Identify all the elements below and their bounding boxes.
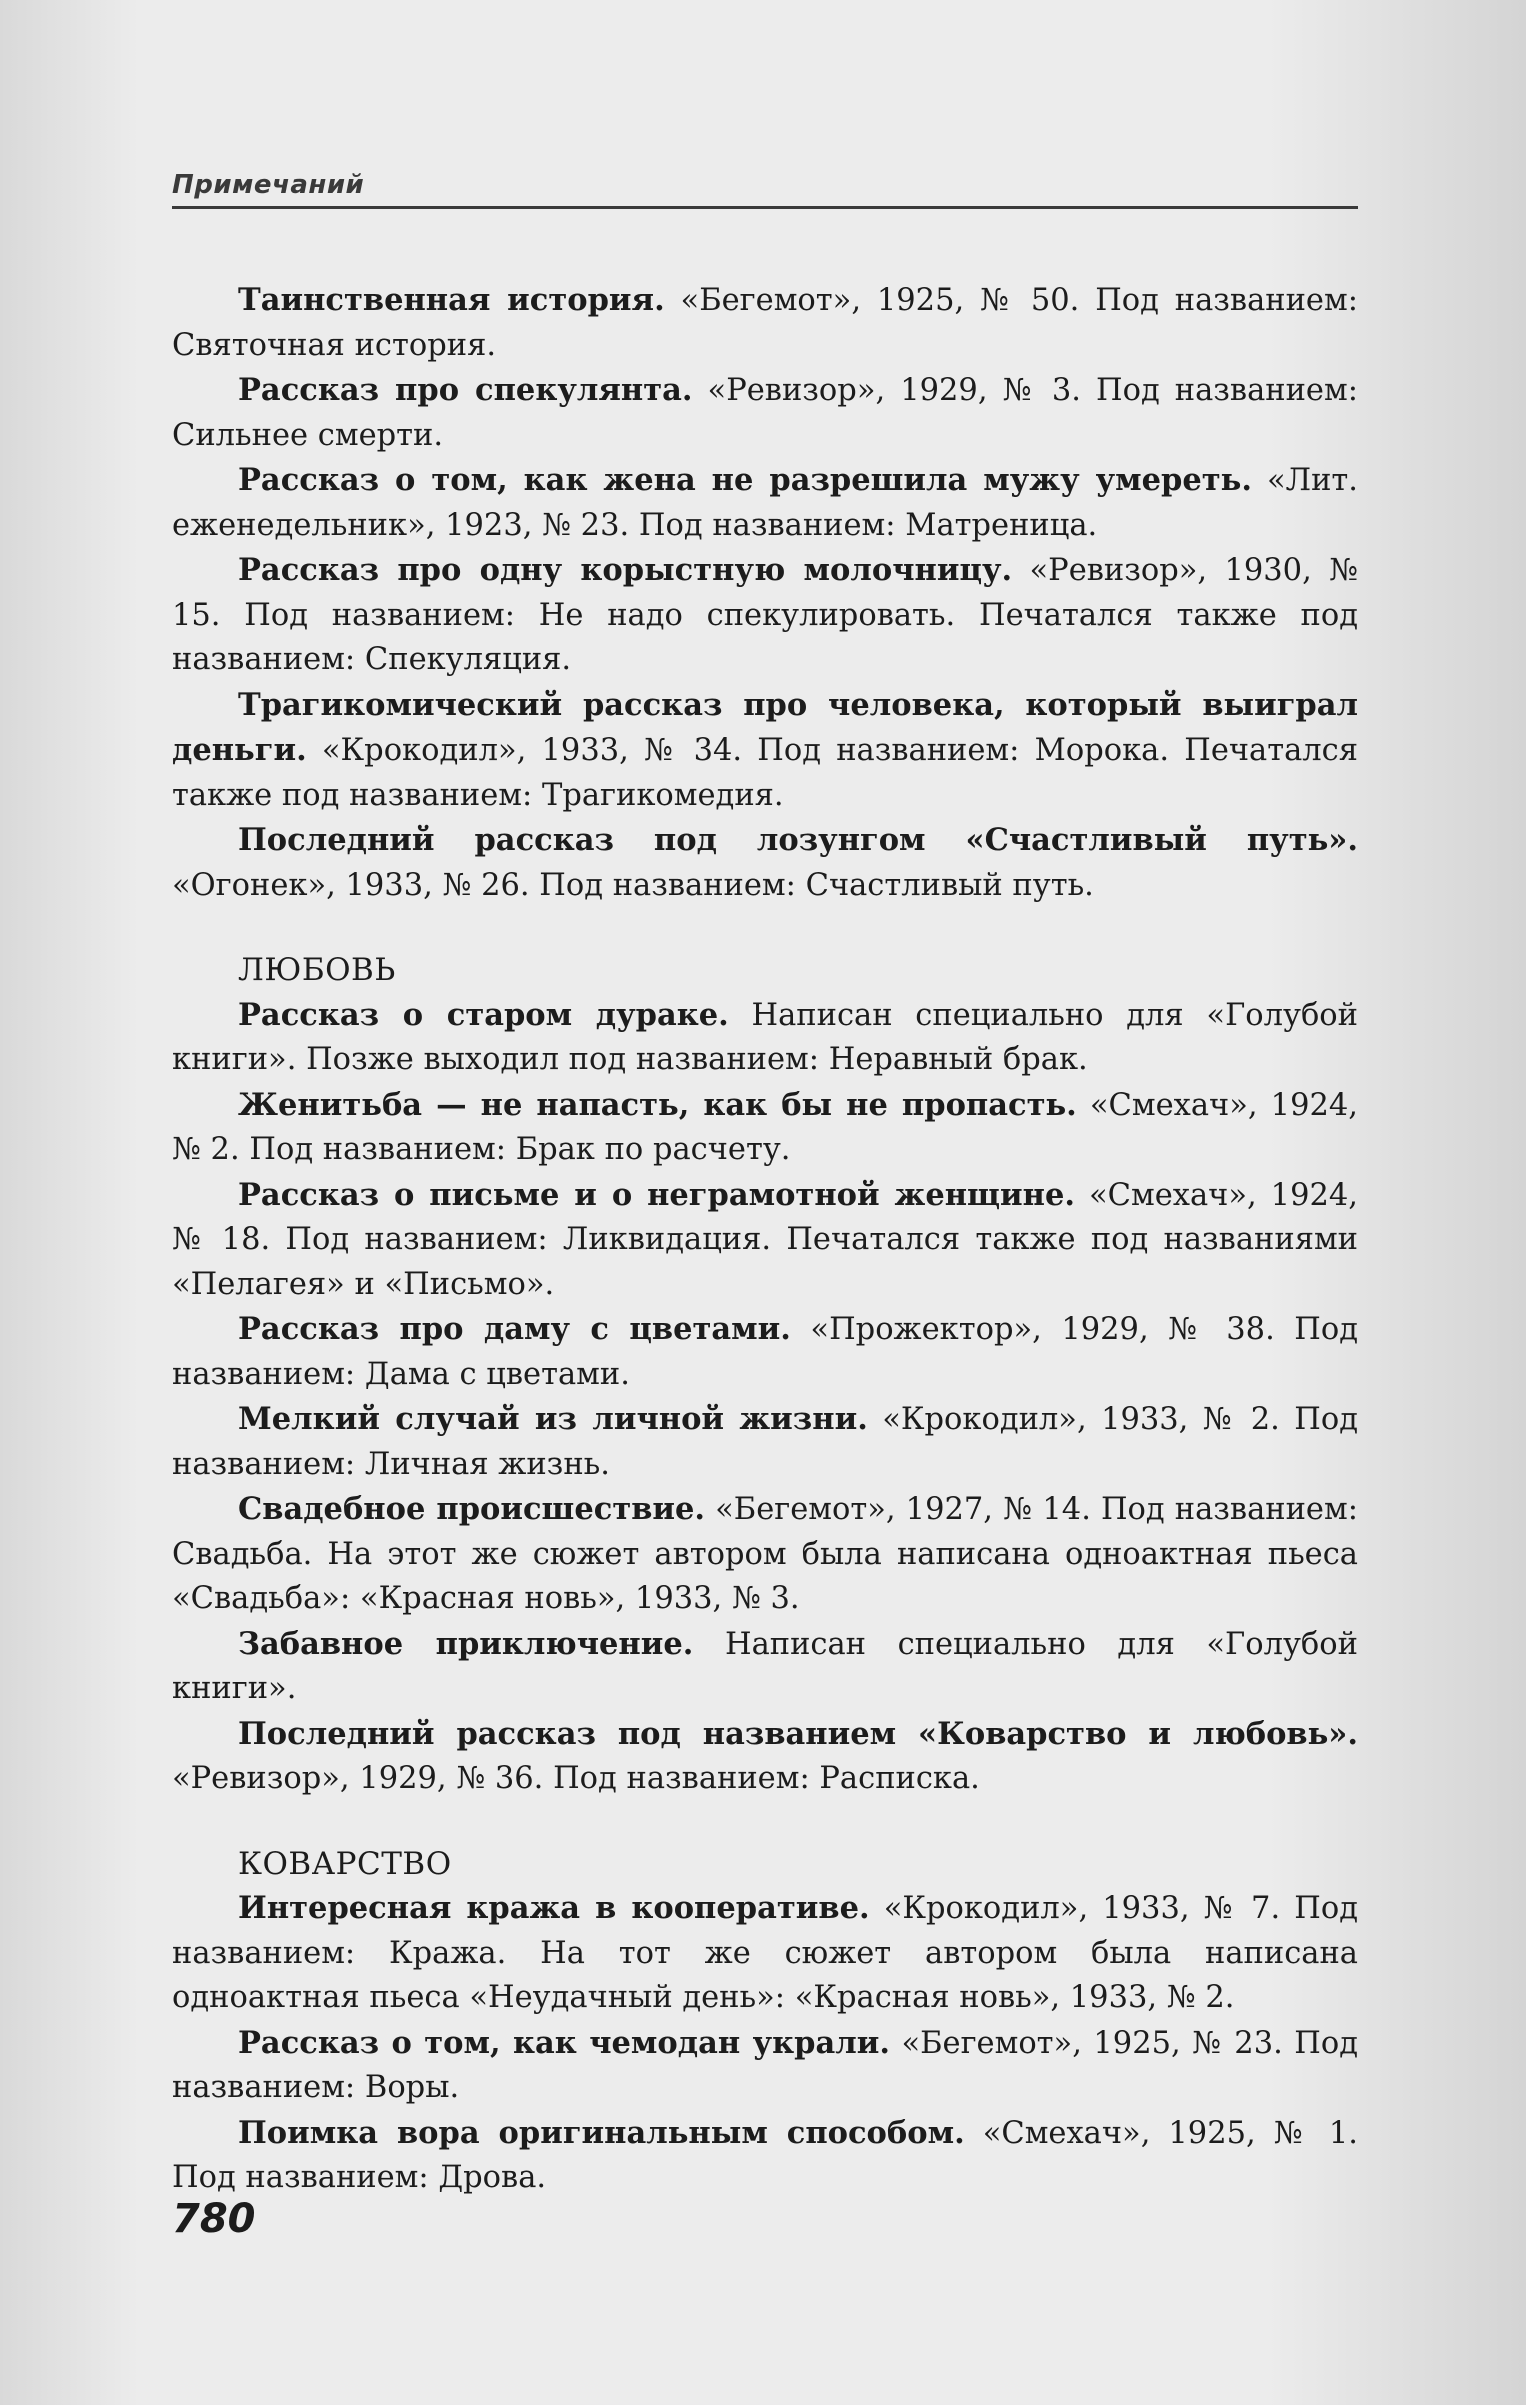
note-entry bbox=[172, 1487, 1358, 1622]
publication-info: «Крокодил», 1933, № 2. Под названием: Личная жизнь. bbox=[172, 1402, 1358, 1482]
note-entry bbox=[172, 1173, 1358, 1308]
note-entry bbox=[172, 548, 1358, 683]
story-title: Трагикомический рассказ про человека, который выиграл деньги. bbox=[172, 686, 1358, 768]
publication-info: «Бегемот», 1925, № 23. Под названием: Воры. bbox=[172, 2025, 1359, 2105]
publication-info: «Ревизор», 1929, № 36. Под названием: Расписка. bbox=[172, 1761, 980, 1796]
story-title: Рассказ про даму с цветами. bbox=[238, 1311, 791, 1347]
section-treachery bbox=[172, 1842, 1358, 2201]
page-number: 780 bbox=[172, 2196, 256, 2242]
story-title: Таинственная история. bbox=[238, 282, 665, 318]
story-title: Последний рассказ под лозунгом «Счастливый путь». bbox=[238, 822, 1358, 858]
note-entry bbox=[172, 1083, 1358, 1173]
note-entry bbox=[172, 993, 1358, 1083]
page-content bbox=[172, 278, 1358, 2201]
note-entry bbox=[172, 683, 1358, 819]
note-entry bbox=[172, 368, 1358, 458]
publication-info: «Огонек», 1933, № 26. Под названием: Счастливый путь. bbox=[172, 867, 1094, 903]
publication-info: «Лит. еженедельник», 1923, № 23. Под названием: Матреница. bbox=[172, 463, 1358, 543]
publication-info: «Ревизор», 1929, № 3. Под названием: Сильнее смерти. bbox=[172, 373, 1358, 453]
note-entry bbox=[172, 2021, 1358, 2111]
section-love bbox=[172, 948, 1358, 1802]
note-entry bbox=[172, 458, 1358, 548]
story-title: Мелкий случай из личной жизни. bbox=[238, 1401, 868, 1437]
story-title: Свадебное происшествие. bbox=[238, 1491, 706, 1527]
story-title: Поимка вора оригинальным способом. bbox=[238, 2114, 965, 2151]
story-title: Рассказ про спекулянта. bbox=[238, 372, 693, 408]
section-heading: КОВАРСТВО bbox=[238, 1845, 452, 1882]
publication-info: Написан специально для «Голубой книги». bbox=[172, 1626, 1358, 1706]
note-entry bbox=[172, 1397, 1358, 1487]
section-heading: ЛЮБОВЬ bbox=[238, 952, 396, 988]
story-title: Рассказ о том, как жена не разрешила мужу умереть. bbox=[238, 462, 1252, 498]
publication-info: «Смехач», 1924, № 18. Под названием: Ликвидация. Печатался также под названиями «Пелагея» и «Письмо». bbox=[172, 1177, 1358, 1302]
publication-info: «Бегемот», 1927, № 14. Под названием: Свадьба. На этот же сюжет автором была написана одноактная пьеса «Свадьба»: «Красная новь», 1933, № 3. bbox=[172, 1492, 1358, 1616]
note-entry bbox=[172, 1622, 1358, 1712]
story-title: Рассказ о том, как чемодан украли. bbox=[238, 2024, 890, 2061]
note-entry bbox=[172, 278, 1358, 368]
scan-shade-left bbox=[0, 0, 140, 2405]
note-entry bbox=[172, 818, 1358, 908]
publication-info: «Прожектор», 1929, № 38. Под названием: Дама с цветами. bbox=[172, 1312, 1358, 1392]
story-title: Последний рассказ под названием «Коварство и любовь». bbox=[238, 1715, 1358, 1752]
story-title: Рассказ о старом дураке. bbox=[238, 996, 729, 1033]
publication-info: «Смехач», 1924, № 2. Под названием: Брак по расчету. bbox=[172, 1087, 1358, 1167]
story-title: Рассказ про одну корыстную молочницу. bbox=[238, 552, 1013, 588]
note-entry bbox=[172, 1307, 1358, 1397]
story-title: Рассказ о письме и о неграмотной женщине. bbox=[238, 1176, 1076, 1213]
publication-info: «Крокодил», 1933, № 7. Под названием: Кража. На тот же сюжет автором была написана одноактная пьеса «Неудачный день»: «Красная новь», 1933, № 2. bbox=[172, 1891, 1358, 2015]
section bbox=[172, 278, 1358, 908]
note-entry bbox=[172, 2111, 1358, 2201]
note-entry bbox=[172, 1712, 1358, 1802]
publication-info: «Бегемот», 1925, № 50. Под названием: Святочная история. bbox=[172, 283, 1358, 363]
page-header bbox=[172, 160, 1358, 209]
running-head: Примечаний bbox=[172, 170, 365, 200]
story-title: Женитьба — не напасть, как бы не пропасть. bbox=[238, 1086, 1077, 1123]
publication-info: «Крокодил», 1933, № 34. Под названием: Морока. Печатался также под названием: Трагикомедия. bbox=[172, 733, 1358, 813]
story-title: Интересная кража в кооперативе. bbox=[238, 1890, 870, 1926]
publication-info: «Ревизор», 1930, № 15. Под названием: Не надо спекулировать. Печатался также под названием: Спекуляция. bbox=[172, 553, 1358, 677]
publication-info: «Смехач», 1925, № 1. Под названием: Дрова. bbox=[172, 2115, 1358, 2195]
publication-info: Написан специально для «Голубой книги». Позже выходил под названием: Неравный брак. bbox=[172, 997, 1358, 1077]
story-title: Забавное приключение. bbox=[238, 1625, 694, 1662]
note-entry bbox=[172, 1886, 1358, 2021]
